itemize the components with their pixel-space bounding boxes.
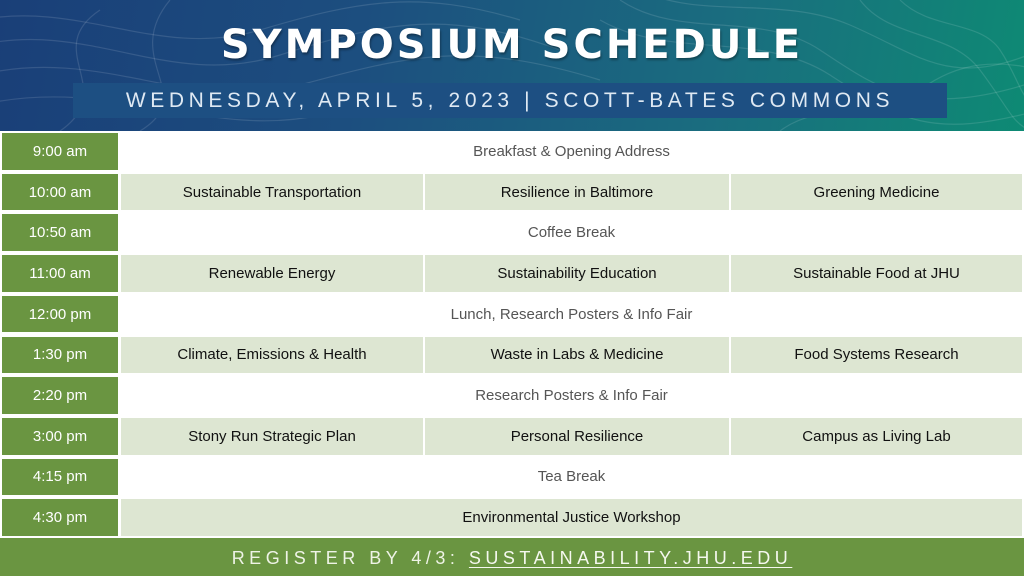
session-track-3: Sustainable Food at JHU [731,255,1022,292]
time-slot: 10:50 am [2,214,118,251]
session-track-3: Greening Medicine [731,174,1022,211]
schedule-row [0,335,1024,376]
schedule-row [0,375,1024,416]
time-slot: 9:00 am [2,133,118,170]
session-track-2: Resilience in Baltimore [425,174,729,211]
event-date-location: WEDNESDAY, APRIL 5, 2023 | SCOTT-BATES COMMONS [125,89,895,112]
schedule-row [0,416,1024,457]
time-slot: 12:00 pm [2,296,118,333]
registration-link[interactable]: SUSTAINABILITY.JHU.EDU [468,548,793,568]
schedule-row [0,212,1024,253]
session-track-1: Renewable Energy [121,255,423,292]
plenary-event: Research Posters & Info Fair [475,387,668,405]
session-track-1: Sustainable Transportation [121,174,423,211]
schedule-row [0,172,1024,213]
register-deadline: REGISTER BY 4/3: [231,548,469,568]
session-track-2: Personal Resilience [425,418,729,455]
session-track-2: Sustainability Education [425,255,729,292]
workshop-event: Environmental Justice Workshop [121,499,1022,536]
time-slot: 3:00 pm [2,418,118,455]
time-slot: 1:30 pm [2,337,118,374]
schedule-row [0,131,1024,172]
session-track-1: Stony Run Strategic Plan [121,418,423,455]
schedule-row [0,253,1024,294]
session-track-3: Food Systems Research [731,337,1022,374]
registration-notice [0,538,1024,576]
session-track-1: Climate, Emissions & Health [121,337,423,374]
schedule-row [0,497,1024,538]
subtitle-bar [73,83,947,118]
plenary-event: Breakfast & Opening Address [473,142,670,160]
schedule-row [0,294,1024,335]
time-slot: 4:15 pm [2,459,118,496]
time-slot: 2:20 pm [2,377,118,414]
footer-bar [0,538,1024,576]
plenary-event: Coffee Break [527,224,616,242]
session-track-3: Campus as Living Lab [731,418,1022,455]
plenary-event: Lunch, Research Posters & Info Fair [450,305,693,323]
schedule-table [0,131,1024,538]
header-banner [0,0,1024,131]
time-slot: 4:30 pm [2,499,118,536]
plenary-event: Tea Break [537,468,606,486]
schedule-row [0,457,1024,498]
session-track-2: Waste in Labs & Medicine [425,337,729,374]
page-title: SYMPOSIUM SCHEDULE [220,22,804,68]
time-slot: 10:00 am [2,174,118,211]
time-slot: 11:00 am [2,255,118,292]
